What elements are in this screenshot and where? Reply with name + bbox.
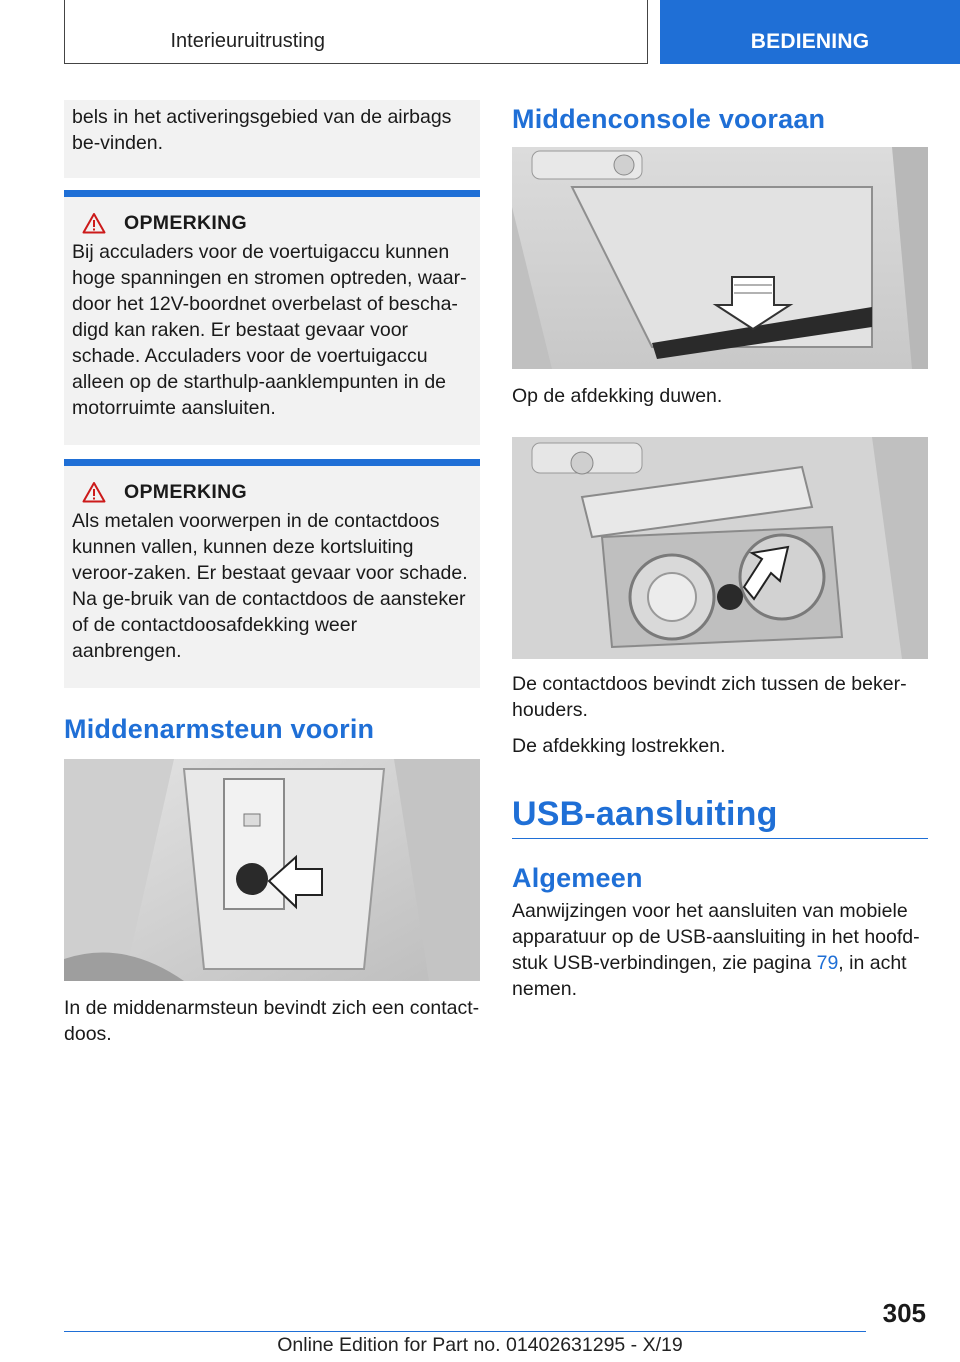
header-section-title: Interieuruitrusting: [170, 30, 325, 52]
warning-triangle-icon: [82, 212, 106, 234]
continued-text-box: [64, 100, 480, 178]
armrest-socket-photo: [64, 759, 480, 981]
console-caption-push: Op de afdekking duwen.: [512, 385, 723, 407]
general-paragraph: [512, 898, 928, 1002]
warning-triangle-icon: [82, 481, 106, 503]
console-caption-pull: De afdekking lostrekken.: [512, 735, 726, 757]
continued-paragraph: bels in het activeringsgebied van de airbags be-vinden.: [72, 106, 452, 154]
page-reference-link[interactable]: 79: [816, 952, 839, 974]
chapter-tab-label: BEDIENING: [750, 30, 870, 53]
warning-header: [72, 480, 472, 504]
header-section-box: [64, 0, 648, 64]
right-column: [512, 100, 928, 1002]
general-text-end: , in acht nemen.: [512, 952, 907, 1000]
warning-text: Bij acculaders voor de voertuigaccu kunnen hoge spanningen en stromen optreden, waar-door het 12V-boordnet overbelast of bescha-digd kan raken. Er bestaat gevaar voor schade. Acculaders voor de voertuigaccu alleen op de starthulp-aanklempunten in de motorruimte aansluiten.: [72, 241, 467, 419]
console-cupholder-photo: [512, 437, 928, 659]
page-number: 305: [882, 1298, 926, 1328]
warning-title: OPMERKING: [124, 211, 247, 234]
warning-box-socket: [64, 459, 480, 688]
footer-divider: [64, 1331, 866, 1332]
console-heading: Middenconsole vooraan: [512, 104, 826, 134]
warning-box-charger: [64, 190, 480, 445]
general-text-start: Aanwijzingen voor het aansluiten van mobiele apparatuur op de USB-aansluiting in het hoofd-stuk USB-verbindingen, zie pagina: [512, 900, 920, 974]
warning-header: [72, 211, 472, 235]
console-cover-photo: [512, 147, 928, 369]
console-caption-location: De contactdoos bevindt zich tussen de beker-houders.: [512, 673, 907, 721]
warning-text: Als metalen voorwerpen in de contactdoos kunnen vallen, kunnen deze kortsluiting veroor-zaken. Er bestaat gevaar voor schade. Na ge-bruik van de contactdoos de aansteker of de contactdoosafdekking weer aanbrengen.: [72, 510, 468, 662]
footer-edition: Online Edition for Part no. 01402631295 - X/19: [277, 1334, 683, 1356]
left-column: [64, 100, 480, 1047]
chapter-tab[interactable]: [660, 0, 960, 64]
usb-heading: USB-aansluiting: [512, 795, 928, 839]
armrest-heading: Middenarmsteun voorin: [64, 714, 375, 744]
warning-title: OPMERKING: [124, 480, 247, 503]
armrest-caption: In de middenarmsteun bevindt zich een contact-doos.: [64, 997, 480, 1045]
general-heading: Algemeen: [512, 863, 643, 893]
